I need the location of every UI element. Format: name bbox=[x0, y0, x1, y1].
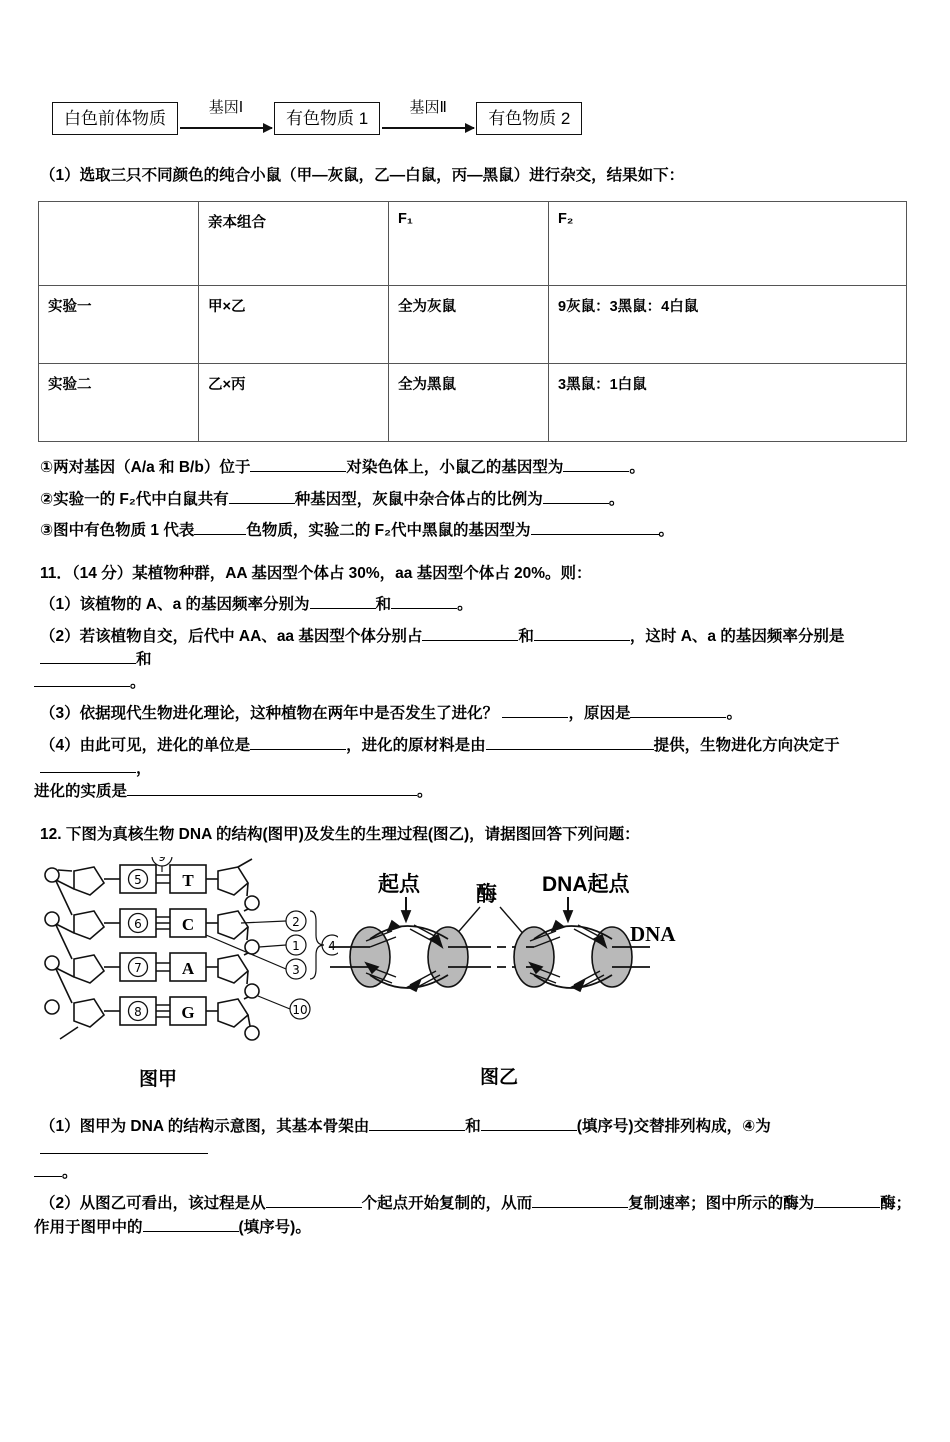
q10-item-2 bbox=[40, 488, 918, 511]
cross-results-table bbox=[38, 201, 907, 442]
q10-item-1-blank-2[interactable] bbox=[563, 471, 629, 472]
q11-part-3-blank-2[interactable] bbox=[630, 717, 726, 718]
q11-part-2-blank-3[interactable] bbox=[40, 663, 136, 664]
label-10: 10 bbox=[292, 1002, 308, 1017]
q12-part-2-text-d: 酶； bbox=[880, 1195, 912, 1213]
phosphate-circle-icon bbox=[245, 896, 259, 910]
figure-yi-caption: 图乙 bbox=[479, 1066, 518, 1088]
table-header-blank bbox=[39, 202, 199, 286]
table-cell-f1: 全为黑鼠 bbox=[389, 364, 549, 442]
dna-structure-svg bbox=[38, 857, 338, 1057]
q12-part-1-text-b: 和 bbox=[465, 1117, 481, 1135]
q11-part-2-text-d: 和 bbox=[136, 650, 152, 668]
q10-item-3-text-a: ③图中有色物质 1 代表 bbox=[40, 521, 195, 539]
q11-part-2-text-e: 。 bbox=[130, 674, 146, 691]
pathway-box-pigment2: 有色物质 2 bbox=[476, 102, 582, 135]
q10-item-2-blank-1[interactable] bbox=[229, 503, 295, 504]
q12-part-2 bbox=[40, 1192, 918, 1215]
pathway-arrow-2 bbox=[380, 98, 476, 138]
q12-part-2-text-a: （2）从图乙可看出，该过程是从 bbox=[40, 1195, 266, 1213]
q11-part-1-text-a: （1）该植物的 A、a 的基因频率分别为 bbox=[40, 596, 310, 614]
label-9: 9 bbox=[158, 856, 166, 864]
label-7: 7 bbox=[134, 960, 142, 975]
q11-part-4-text-e: 进化的实质是 bbox=[34, 783, 128, 800]
table-cell-f2: 3黑鼠：1白鼠 bbox=[549, 364, 907, 442]
label-3: 3 bbox=[292, 962, 300, 977]
q10-item-1-text-b: 对染色体上，小鼠乙的基因型为 bbox=[346, 459, 564, 477]
arrow-right-icon bbox=[382, 127, 474, 129]
replication-bubble-left bbox=[330, 921, 482, 991]
q11-stem-text: 某植物种群，AA 基因型个体占 30%，aa 基因型个体占 20%。则： bbox=[132, 565, 592, 582]
q11-part-1-text-b: 和 bbox=[375, 596, 392, 614]
q12-part-1-blank-4[interactable] bbox=[34, 1176, 62, 1177]
label-4: 4 bbox=[328, 938, 336, 953]
q12-part-1-blank-3[interactable] bbox=[40, 1153, 208, 1154]
label-8: 8 bbox=[134, 1004, 142, 1019]
q11-part-1-blank-2[interactable] bbox=[391, 608, 457, 609]
q10-item-3-blank-1[interactable] bbox=[194, 534, 246, 535]
q12-part-2-blank-3[interactable] bbox=[814, 1207, 880, 1208]
q11-part-4-text-c: 提供，生物进化方向决定于 bbox=[653, 736, 840, 754]
deoxyribose-pentagon-icon bbox=[74, 911, 104, 939]
deoxyribose-pentagon-icon bbox=[74, 955, 104, 983]
q10-item-3 bbox=[40, 519, 918, 542]
pathway-box-pigment1: 有色物质 1 bbox=[274, 102, 380, 135]
table-cell-parents: 甲×乙 bbox=[199, 286, 389, 364]
table-row bbox=[39, 286, 907, 364]
q11-part-3 bbox=[40, 702, 918, 725]
label-enzyme: 酶 bbox=[476, 882, 497, 906]
q11-part-4 bbox=[40, 734, 918, 781]
q10-item-3-text-b: 色物质，实验二的 F₂代中黑鼠的基因型为 bbox=[246, 521, 531, 539]
q12-part-1-blank-1[interactable] bbox=[369, 1130, 465, 1131]
pathway-arrow-label-gene2: 基因Ⅱ bbox=[409, 99, 447, 116]
q10-item-2-blank-2[interactable] bbox=[543, 503, 609, 504]
q12-part-2-blank-2[interactable] bbox=[532, 1207, 628, 1208]
arrow-right-icon bbox=[180, 127, 272, 129]
q11-part-3-text-b: ，原因是 bbox=[568, 705, 631, 723]
base-letter-g: G bbox=[181, 1002, 195, 1022]
q12-part-1-text-d: 。 bbox=[62, 1164, 78, 1181]
q12-part-2-text-b: 个起点开始复制的，从而 bbox=[361, 1195, 533, 1213]
q11-part-2-text-c: ，这时 A、a 的基因频率分别是 bbox=[629, 627, 845, 645]
table-cell-f1: 全为灰鼠 bbox=[389, 286, 549, 364]
label-5: 5 bbox=[134, 872, 142, 887]
q10-stem: （1）选取三只不同颜色的纯合小鼠（甲—灰鼠，乙—白鼠，丙—黑鼠）进行杂交，结果如下： bbox=[40, 167, 685, 184]
deoxyribose-pentagon-icon bbox=[218, 911, 248, 939]
phosphate-circle-icon bbox=[245, 984, 259, 998]
base-letter-c: C bbox=[181, 914, 195, 934]
base-letter-t: T bbox=[182, 870, 194, 890]
left-base-boxes bbox=[120, 865, 156, 1025]
q11-part-2-blank-4[interactable] bbox=[34, 686, 130, 687]
deoxyribose-pentagon-icon bbox=[74, 999, 104, 1027]
q12-part-1-cont bbox=[34, 1161, 918, 1184]
phosphate-circle-icon bbox=[45, 1000, 59, 1014]
q12-part-2-blank-4[interactable] bbox=[143, 1231, 239, 1232]
q12-stem bbox=[40, 823, 918, 846]
q11-part-1 bbox=[40, 593, 918, 616]
q11-part-2 bbox=[40, 625, 918, 672]
table-header-parents: 亲本组合 bbox=[199, 202, 389, 286]
replication-svg bbox=[330, 859, 690, 1059]
q11-part-4-text-b: ，进化的原材料是由 bbox=[346, 736, 486, 754]
q11-stem bbox=[40, 562, 918, 585]
q11-part-3-text-a: （3）依据现代生物进化理论，这种植物在两年中是否发生了进化？ bbox=[40, 705, 499, 723]
deoxyribose-pentagon-icon bbox=[218, 999, 248, 1027]
table-cell-experiment-name: 实验二 bbox=[39, 364, 199, 442]
pathway-arrow-1 bbox=[178, 98, 274, 138]
label-dna: DNA bbox=[630, 921, 676, 946]
deoxyribose-pentagon-icon bbox=[74, 867, 104, 895]
q12-part-1-blank-2[interactable] bbox=[481, 1130, 577, 1131]
base-letter-a: A bbox=[181, 958, 195, 978]
pathway-diagram bbox=[52, 98, 950, 138]
q10-item-2-text-b: 种基因型，灰鼠中杂合体占的比例为 bbox=[294, 490, 543, 508]
q10-item-1 bbox=[40, 456, 918, 479]
q12-part-1-text-c: (填序号)交替排列构成，④为 bbox=[576, 1117, 771, 1135]
q12-part-2-blank-1[interactable] bbox=[266, 1207, 362, 1208]
q11-number: 11． bbox=[40, 565, 72, 582]
figure-jia-caption: 图甲 bbox=[138, 1068, 177, 1090]
q11-part-4-blank-4[interactable] bbox=[127, 795, 417, 796]
label-1: 1 bbox=[292, 938, 300, 953]
q11-part-1-text-c: 。 bbox=[457, 596, 473, 614]
label-origin-right: DNA起点 bbox=[542, 872, 630, 896]
exam-page bbox=[0, 98, 950, 1442]
q12-part-2-text-e: 作用于图甲中的 bbox=[34, 1218, 143, 1236]
label-6: 6 bbox=[134, 916, 142, 931]
table-row bbox=[39, 364, 907, 442]
phosphate-circle-icon bbox=[245, 1026, 259, 1040]
table-header-f1: F₁ bbox=[389, 202, 549, 286]
q11-part-4-blank-2[interactable] bbox=[486, 749, 654, 750]
q10-item-3-text-c: 。 bbox=[658, 521, 675, 539]
q11-part-2-cont bbox=[34, 671, 918, 694]
q11-part-2-text-a: （2）若该植物自交，后代中 AA、aa 基因型个体分别占 bbox=[40, 627, 423, 645]
table-header-f2: F₂ bbox=[549, 202, 907, 286]
pathway-box-precursor: 白色前体物质 bbox=[52, 102, 178, 135]
q11-part-2-text-b: 和 bbox=[518, 627, 534, 645]
right-base-boxes bbox=[170, 865, 206, 1025]
deoxyribose-pentagon-icon bbox=[218, 955, 248, 983]
q11-part-3-blank-1[interactable] bbox=[502, 717, 568, 718]
q12-figures bbox=[0, 857, 950, 1115]
q12-part-2-text-f: (填序号)。 bbox=[238, 1218, 311, 1236]
q10-item-1-blank-1[interactable] bbox=[250, 471, 346, 472]
q12-part-2-text-c: 复制速率；图中所示的酶为 bbox=[628, 1195, 815, 1213]
q10-item-2-text-a: ②实验一的 F₂代中白鼠共有 bbox=[40, 490, 229, 508]
q11-part-4-blank-1[interactable] bbox=[250, 749, 346, 750]
figure-yi-replication bbox=[330, 859, 690, 1089]
q12-stem-text: 下图为真核生物 DNA 的结构(图甲)及发生的生理过程(图乙)，请据图回答下列问题： bbox=[65, 826, 640, 844]
deoxyribose-pentagon-icon bbox=[218, 867, 248, 895]
table-cell-experiment-name: 实验一 bbox=[39, 286, 199, 364]
q10-item-3-blank-2[interactable] bbox=[531, 534, 659, 535]
q11-part-4-text-a: （4）由此可见，进化的单位是 bbox=[40, 736, 251, 754]
q10-item-2-text-c: 。 bbox=[608, 490, 625, 508]
q11-part-2-blank-2[interactable] bbox=[534, 640, 630, 641]
q11-part-4-text-d: ， bbox=[136, 759, 152, 777]
label-origin-left: 起点 bbox=[378, 872, 420, 896]
q11-part-4-cont bbox=[34, 780, 918, 803]
q11-part-1-blank-1[interactable] bbox=[310, 608, 376, 609]
q12-part-2-cont bbox=[34, 1216, 918, 1239]
pathway-arrow-label-gene1: 基因Ⅰ bbox=[208, 99, 244, 116]
q12-part-1-text-a: （1）图甲为 DNA 的结构示意图，其基本骨架由 bbox=[40, 1117, 370, 1135]
q10-item-1-text-a: ①两对基因（A/a 和 B/b）位于 bbox=[40, 459, 251, 477]
q11-part-3-text-c: 。 bbox=[726, 705, 742, 723]
q12-number: 12. bbox=[40, 826, 62, 844]
hydrogen-bond-lines bbox=[156, 875, 170, 1017]
q12-part-1 bbox=[40, 1115, 918, 1162]
q11-part-4-text-f: 。 bbox=[417, 783, 433, 800]
label-2: 2 bbox=[292, 914, 300, 929]
q11-part-4-blank-3[interactable] bbox=[40, 772, 136, 773]
figure-jia-dna-structure bbox=[38, 857, 338, 1091]
q10-item-1-text-c: 。 bbox=[629, 459, 645, 477]
table-cell-parents: 乙×丙 bbox=[199, 364, 389, 442]
q11-score: （14 分） bbox=[71, 565, 133, 582]
table-header-row bbox=[39, 202, 907, 286]
table-cell-f2: 9灰鼠：3黑鼠：4白鼠 bbox=[549, 286, 907, 364]
q11-part-2-blank-1[interactable] bbox=[422, 640, 518, 641]
